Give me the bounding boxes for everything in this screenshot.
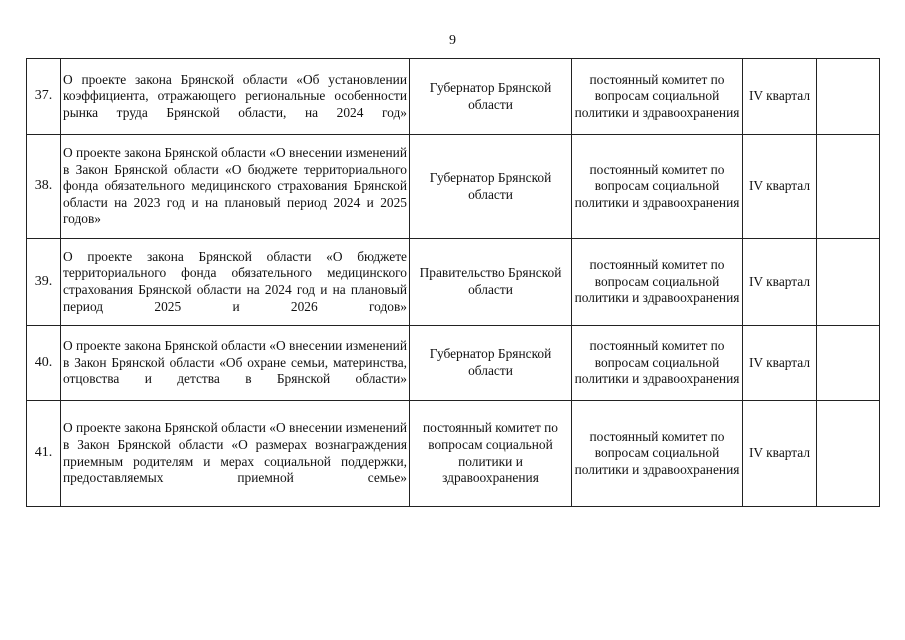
responsible-committee: постоянный комитет по вопросам социальной политики и здравоохранения xyxy=(572,59,743,135)
term: IV квартал xyxy=(743,135,817,239)
initiator: Губернатор Брянской области xyxy=(410,326,572,401)
bill-title: О проекте закона Брянской области «О внесении изменений в Закон Брянской области «Об охране семьи, материнства, отцовства и детства в Брянской области» xyxy=(61,326,410,401)
bill-title: О проекте закона Брянской области «О бюджете территориального фонда обязательного медицинского страхования Брянской области на 2024 год и на плановый период 2025 и 2026 годов» xyxy=(61,239,410,326)
responsible-committee: постоянный комитет по вопросам социальной политики и здравоохранения xyxy=(572,326,743,401)
responsible-committee: постоянный комитет по вопросам социальной политики и здравоохранения xyxy=(572,401,743,507)
table-row xyxy=(27,135,880,239)
plan-table xyxy=(26,58,880,507)
initiator: Правительство Брянской области xyxy=(410,239,572,326)
note-cell xyxy=(817,239,880,326)
row-number: 40. xyxy=(27,326,61,401)
bill-title: О проекте закона Брянской области «О внесении изменений в Закон Брянской области «О размерах вознаграждения приемным родителям и мерах социальной поддержки, предоставляемых приемной семье» xyxy=(61,401,410,507)
term: IV квартал xyxy=(743,59,817,135)
row-number: 37. xyxy=(27,59,61,135)
term: IV квартал xyxy=(743,239,817,326)
note-cell xyxy=(817,326,880,401)
table-row xyxy=(27,239,880,326)
initiator: Губернатор Брянской области xyxy=(410,135,572,239)
row-number: 41. xyxy=(27,401,61,507)
responsible-committee: постоянный комитет по вопросам социальной политики и здравоохранения xyxy=(572,239,743,326)
table-row xyxy=(27,401,880,507)
bill-title: О проекте закона Брянской области «О внесении изменений в Закон Брянской области «О бюджете территориального фонда обязательного медицинского страхования Брянской области на 2023 год и на плановый период 2024 и 2025 годов» xyxy=(61,135,410,239)
row-number: 39. xyxy=(27,239,61,326)
term: IV квартал xyxy=(743,401,817,507)
responsible-committee: постоянный комитет по вопросам социальной политики и здравоохранения xyxy=(572,135,743,239)
page-number: 9 xyxy=(449,33,456,48)
table-row xyxy=(27,326,880,401)
note-cell xyxy=(817,135,880,239)
note-cell xyxy=(817,401,880,507)
term: IV квартал xyxy=(743,326,817,401)
initiator: постоянный комитет по вопросам социальной политики и здравоохранения xyxy=(410,401,572,507)
row-number: 38. xyxy=(27,135,61,239)
bill-title: О проекте закона Брянской области «Об установлении коэффициента, отражающего региональные особенности рынка труда Брянской области, на 2024 год» xyxy=(61,59,410,135)
note-cell xyxy=(817,59,880,135)
table-row xyxy=(27,59,880,135)
initiator: Губернатор Брянской области xyxy=(410,59,572,135)
